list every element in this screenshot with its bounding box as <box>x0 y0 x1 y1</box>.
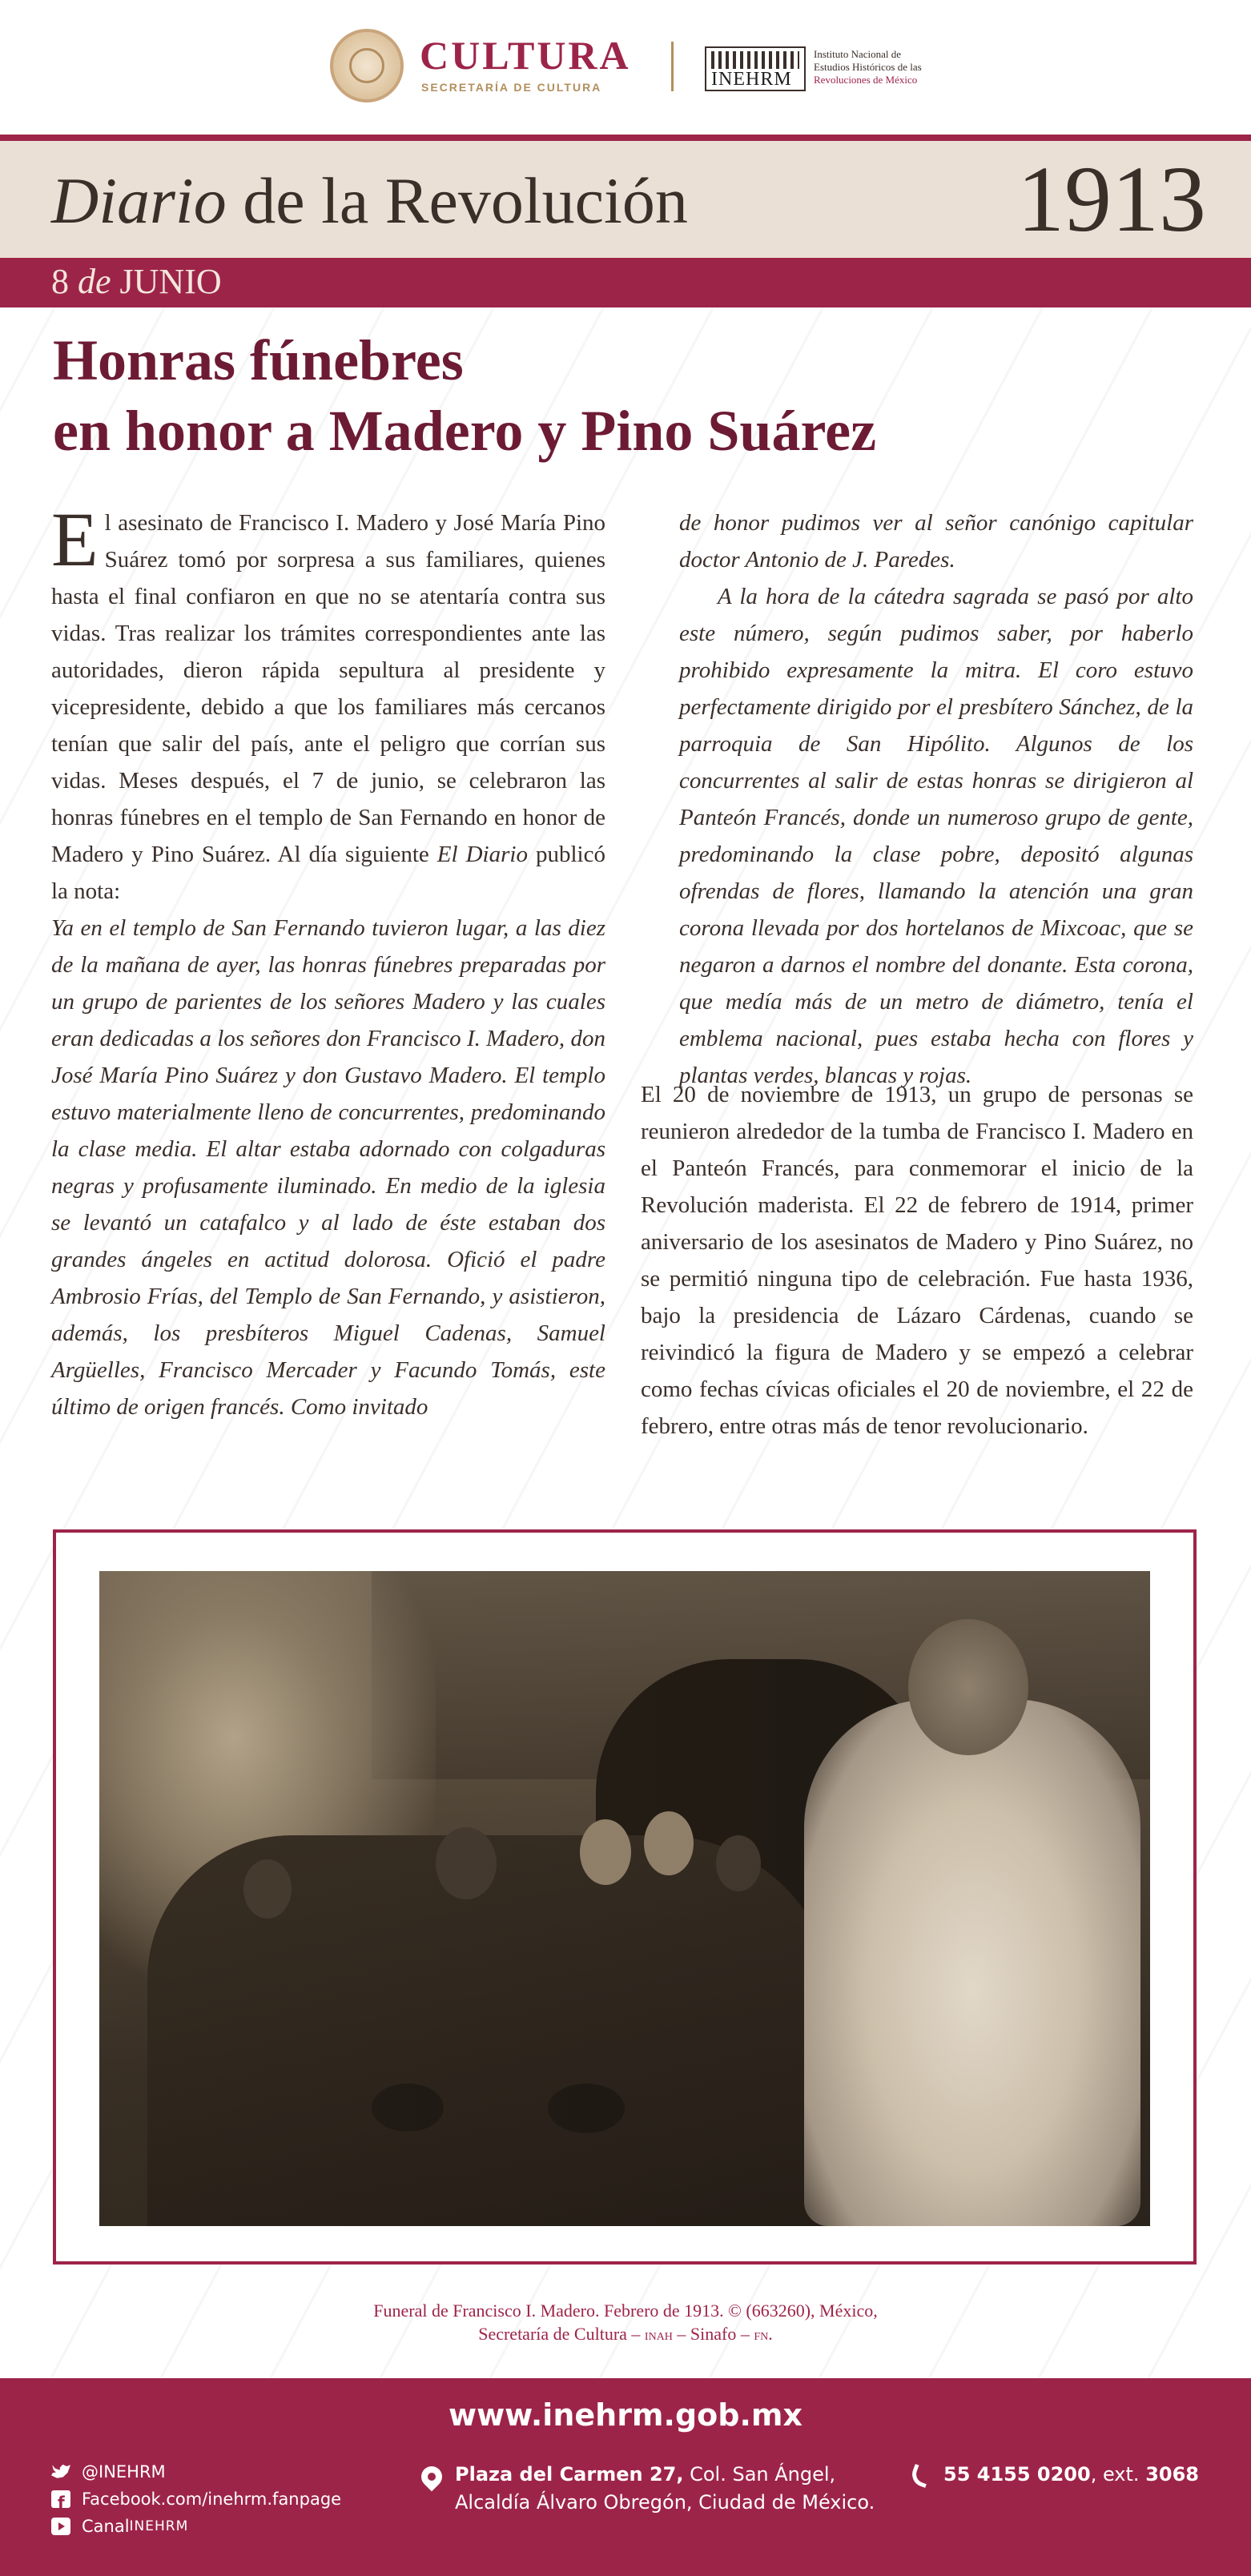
facebook-link[interactable]: f Facebook.com/inehrm.fanpage <box>51 2486 341 2513</box>
article-closing <box>641 1076 1193 1445</box>
inehrm-logo-text: INEHRM <box>711 69 792 90</box>
year-label: 1913 <box>1017 147 1206 251</box>
twitter-icon <box>51 2463 70 2481</box>
cultura-seal-icon <box>330 29 404 102</box>
cultura-logo-text: CULTURA <box>420 33 631 78</box>
youtube-icon <box>51 2518 70 2535</box>
address: Plaza del Carmen 27, Col. San Ángel, Alcaldía Álvaro Obregón, Ciudad de México. <box>455 2463 875 2514</box>
article-left-column <box>51 496 605 1425</box>
photo-caption: Funeral de Francisco I. Madero. Febrero de 1913. © (663260), México, Secretaría de Cultura – inah – Sinafo – fn. <box>373 2301 878 2344</box>
date-label: 8 de JUNIO <box>51 262 222 301</box>
intro-paragraph: El asesinato de Francisco I. Madero y José María Pino Suárez tomó por sorpresa a sus familiares, quienes hasta el final confiaron en que no se atentaría contra sus vidas. Tras realizar los trámites correspondientes ante las autoridades, dieron rápida sepultura al presidente y vicepresidente, debido a que los familiares más cercanos tenían que salir del país, ante el peligro que corrían sus vidas. Meses después, el 7 de junio, se celebraron las honras fúnebres en el templo de San Fernando en honor de Madero y Pino Suárez. Al día siguiente El Diario publicó la nota: <box>51 496 605 904</box>
drop-cap: E <box>51 496 99 582</box>
website-link[interactable]: www.inehrm.gob.mx <box>448 2397 803 2433</box>
inehrm-building-icon <box>705 46 806 91</box>
phone-number[interactable]: 55 4155 0200, ext. 3068 <box>943 2463 1199 2486</box>
inehrm-full-name: Instituto Nacional de Estudios Históricos de las Revoluciones de México <box>814 48 922 86</box>
series-title: Diario de la Revolución <box>51 164 688 237</box>
quote-paragraph-3: A la hora de la cátedra sagrada se pasó por alto este número, según pudimos saber, por haberlo prohibido expresamente la mitra. El coro estuvo perfectamente dirigido por el presbítero Sánchez, de la parroquia de San Hipólito. Algunos de los concurrentes al salir de estas honras se dirigieron al Panteón Francés, donde un numeroso grupo de gente, predominando la clase pobre, depositó algunas ofrendas de flores, llamando la atención una gran corona llevada por dos hortelanos de Mixcoac, que se negaron a darnos el nombre del donante. Esta corona, que medía más de un metro de diámetro, tenía el emblema nacional, pues estaba hecha con flores y plantas verdes, blancas y rojas. <box>679 584 1193 1088</box>
quote-paragraph-1: Ya en el templo de San Fernando tuvieron lugar, a las diez de la mañana de ayer, las honras fúnebres preparadas por un grupo de parientes de los señores Madero y las cuales eran dedicadas a los señores don Francisco I. Madero, don José María Pino Suárez y don Gustavo Madero. El templo estuvo materialmente lleno de concurrentes, predominando la clase media. El altar estaba adornado con colgaduras negras y profusamente iluminado. En medio de la iglesia se levantó un catafalco y al lado de éste estaban dos grandes ángeles en actitud dolorosa. Ofició el padre Ambrosio Frías, del Templo de San Fernando, y asistieron, además, los presbíteros Miguel Cadenas, Samuel Argüelles, Francisco Mercader y Facundo Tomás, este último de origen francés. Como invitado <box>51 915 605 1420</box>
youtube-link[interactable]: Canal INEHRM <box>51 2513 341 2540</box>
photo-frame <box>53 1529 1197 2265</box>
funeral-photo <box>99 1571 1150 2226</box>
article-right-quote <box>679 504 1193 1094</box>
article-headline: Honras fúnebres en honor a Madero y Pino Suárez <box>53 328 877 463</box>
header-rule <box>0 135 1251 141</box>
social-links <box>51 2458 341 2540</box>
logo-divider <box>671 42 674 91</box>
secretaria-text: SECRETARÍA DE CULTURA <box>421 81 602 94</box>
quote-paragraph-2: de honor pudimos ver al señor canónigo capitular doctor Antonio de J. Paredes. <box>679 510 1193 573</box>
facebook-icon <box>51 2490 70 2508</box>
closing-paragraph: El 20 de noviembre de 1913, un grupo de personas se reunieron alrededor de la tumba de Francisco I. Madero en el Panteón Francés, para conmemorar el inicio de la Revolución maderista. El 22 de febrero de 1914, primer aniversario de los asesinatos de Madero y Pino Suárez, no se permitió ninguna tipo de celebración. Fue hasta 1936, bajo la presidencia de Lázaro Cárdenas, cuando se reivindicó la figura de Madero y se empezó a celebrar como fechas cívicas oficiales el 20 de noviembre, el 22 de febrero, entre otras más de tenor revolucionario. <box>641 1082 1193 1439</box>
twitter-link[interactable]: @INEHRM <box>51 2458 341 2486</box>
